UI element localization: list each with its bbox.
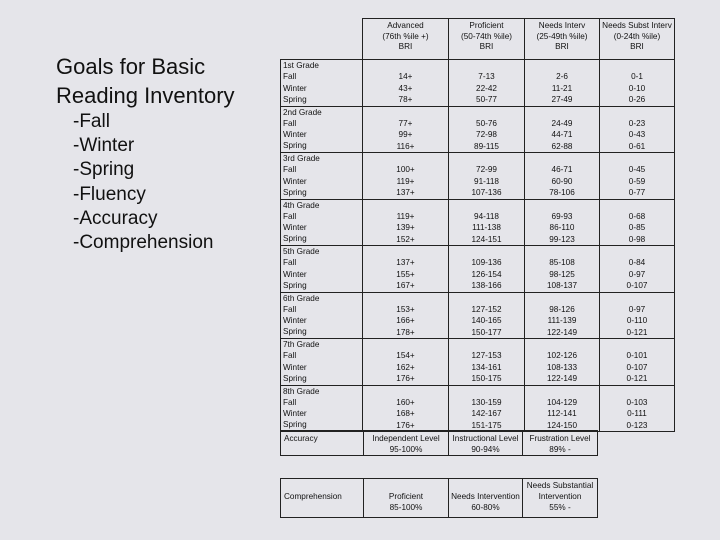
score-value: 0-68 — [628, 211, 646, 221]
score-value: 124-150 — [546, 420, 578, 430]
score-value: 24-49 — [551, 118, 573, 128]
cell-heading: Frustration Level — [529, 434, 591, 443]
score-value: 138-166 — [471, 281, 502, 290]
score-value: 78+ — [398, 95, 413, 104]
grade-row — [281, 199, 675, 246]
score-value: 98-126 — [549, 304, 575, 314]
score-cell — [525, 199, 600, 246]
cell-value: 95-100% — [389, 445, 423, 454]
score-value: 0-101 — [626, 351, 648, 360]
cell-heading: Needs Substantial — [526, 481, 594, 490]
score-value: 7-13 — [478, 72, 495, 81]
cell-value: 60-80% — [471, 503, 500, 512]
season-label: Winter — [283, 176, 307, 186]
score-cell — [525, 385, 600, 432]
score-cell — [449, 153, 525, 200]
comprehension-label: Comprehension — [281, 479, 364, 518]
score-cell — [600, 385, 675, 432]
season-label: Winter — [283, 362, 307, 372]
column-header — [363, 19, 449, 60]
score-value: 43+ — [398, 83, 413, 93]
comprehension-cell-needs-intervention — [449, 479, 523, 518]
score-value: 94-118 — [474, 211, 499, 221]
score-value: 22-42 — [476, 83, 497, 93]
score-value: 91-118 — [474, 176, 499, 186]
score-cell — [525, 106, 600, 153]
score-value: 168+ — [396, 409, 415, 418]
score-value: 0-107 — [626, 362, 648, 372]
column-header-line: Proficient — [469, 21, 504, 30]
score-value: 142-167 — [471, 409, 502, 418]
cell-heading: Needs Intervention — [451, 492, 520, 501]
score-value: 0-121 — [626, 327, 648, 337]
score-cell — [525, 246, 600, 293]
grade-name: 3rd Grade — [283, 154, 320, 163]
cell-value: 55% - — [549, 503, 571, 512]
grade-name: 2nd Grade — [283, 107, 322, 117]
accuracy-comprehension-table — [280, 430, 598, 518]
score-value: 155+ — [396, 269, 415, 279]
bullet-list — [73, 110, 213, 255]
column-header-line: (25-49th %ile) — [536, 31, 588, 41]
score-value: 127-152 — [471, 304, 502, 314]
score-cell — [363, 339, 449, 386]
bullet-item: -Fluency — [73, 183, 146, 205]
comprehension-cell-needs-substantial — [523, 479, 598, 518]
season-label: Spring — [283, 234, 307, 244]
score-value: 50-76 — [476, 118, 497, 128]
grade-name: 4th Grade — [283, 200, 320, 210]
score-cell — [525, 292, 600, 339]
score-value: 86-110 — [549, 223, 575, 232]
score-cell — [525, 60, 600, 107]
grade-row — [281, 246, 675, 293]
score-value: 116+ — [396, 141, 415, 151]
score-value: 0-110 — [626, 316, 648, 325]
grade-name: 5th Grade — [283, 247, 320, 256]
season-label: Spring — [283, 280, 307, 290]
column-header-line: (76th %ile +) — [382, 31, 429, 41]
grade-name: 8th Grade — [283, 386, 320, 396]
score-value: 119+ — [396, 211, 415, 221]
score-value: 27-49 — [551, 95, 573, 104]
grade-label — [281, 339, 363, 386]
score-cell — [600, 153, 675, 200]
season-label: Fall — [283, 72, 297, 82]
score-value: 99-123 — [549, 234, 575, 244]
score-value: 140-165 — [471, 316, 502, 325]
score-cell — [600, 292, 675, 339]
score-value: 0-97 — [628, 269, 646, 279]
season-label: Fall — [283, 258, 297, 268]
score-cell — [600, 339, 675, 386]
column-header — [525, 19, 600, 60]
score-value: 89-115 — [474, 141, 499, 151]
column-header — [449, 19, 525, 60]
season-label: Fall — [283, 118, 297, 128]
score-value: 124-151 — [471, 234, 502, 244]
score-value: 122-149 — [546, 374, 578, 383]
score-cell — [449, 60, 525, 107]
score-cell — [363, 246, 449, 293]
column-header-line: BRI — [630, 42, 644, 51]
grade-label — [281, 246, 363, 293]
column-header-line: (50-74th %ile) — [461, 31, 512, 41]
season-label: Fall — [283, 211, 297, 221]
season-label: Winter — [283, 223, 307, 233]
grade-name: 6th Grade — [283, 293, 320, 303]
score-value: 0-23 — [628, 118, 646, 128]
score-cell — [363, 199, 449, 246]
score-value: 0-84 — [628, 258, 646, 267]
grade-name: 1st Grade — [283, 61, 319, 70]
score-value: 62-88 — [551, 141, 573, 151]
season-label: Spring — [283, 94, 307, 104]
season-label: Fall — [283, 397, 297, 407]
header-row — [281, 19, 675, 60]
header-corner — [281, 19, 363, 60]
score-value: 108-133 — [546, 362, 578, 372]
score-value: 176+ — [396, 420, 415, 430]
grade-label — [281, 385, 363, 432]
accuracy-cell-independent — [364, 431, 449, 456]
bullet-item: -Fall — [73, 111, 110, 132]
grade-label — [281, 60, 363, 107]
score-value: 134-161 — [471, 362, 502, 372]
column-header-line: Needs Interv — [538, 21, 586, 30]
score-cell — [363, 60, 449, 107]
score-value: 167+ — [396, 281, 415, 290]
score-cell — [449, 106, 525, 153]
score-cell — [525, 153, 600, 200]
cell-value: 85-100% — [389, 503, 423, 512]
score-value: 0-111 — [627, 409, 647, 418]
grade-label — [281, 106, 363, 153]
column-header-line: (0-24th %ile) — [613, 31, 661, 41]
score-value: 104-129 — [546, 397, 578, 407]
column-header-line: BRI — [555, 42, 569, 51]
score-cell — [525, 339, 600, 386]
score-cell — [449, 199, 525, 246]
season-label: Spring — [283, 141, 307, 151]
score-value: 0-77 — [628, 188, 646, 197]
score-value: 119+ — [396, 176, 415, 186]
score-value: 14+ — [398, 72, 413, 81]
score-value: 0-61 — [628, 141, 646, 151]
score-value: 0-98 — [628, 234, 646, 244]
grade-label — [281, 292, 363, 339]
season-label: Winter — [283, 269, 307, 279]
season-label: Spring — [283, 327, 307, 337]
season-label: Fall — [283, 165, 297, 175]
score-cell — [600, 60, 675, 107]
score-cell — [600, 199, 675, 246]
score-cell — [449, 385, 525, 432]
grade-row — [281, 153, 675, 200]
grade-row — [281, 339, 675, 386]
column-header-line: BRI — [479, 42, 494, 51]
score-cell — [363, 153, 449, 200]
score-value: 11-21 — [551, 83, 573, 93]
score-value: 176+ — [396, 374, 415, 383]
score-value: 100+ — [396, 165, 415, 174]
score-value: 72-99 — [476, 165, 497, 174]
score-value: 150-177 — [471, 327, 502, 337]
season-label: Fall — [283, 304, 297, 314]
score-value: 137+ — [396, 258, 415, 267]
score-cell — [449, 246, 525, 293]
bullet-item: -Comprehension — [73, 232, 214, 254]
score-value: 0-103 — [626, 397, 648, 407]
grade-row — [281, 292, 675, 339]
grade-row — [281, 385, 675, 432]
bullet-item: -Accuracy — [73, 207, 158, 229]
score-value: 0-121 — [626, 374, 648, 383]
score-value: 130-159 — [471, 397, 502, 407]
bullet-item: -Winter — [73, 135, 135, 157]
score-value: 0-85 — [628, 223, 646, 232]
accuracy-label: Accuracy — [281, 431, 364, 456]
score-value: 126-154 — [471, 269, 502, 279]
score-value: 107-136 — [471, 188, 502, 197]
score-value: 111-139 — [547, 316, 577, 325]
score-value: 44-71 — [551, 130, 573, 139]
score-cell — [363, 292, 449, 339]
cell-value: 89% - — [549, 445, 571, 454]
score-cell — [600, 106, 675, 153]
cell-value: 90-94% — [471, 445, 500, 454]
season-label: Fall — [283, 351, 297, 361]
score-value: 127-153 — [471, 351, 502, 360]
score-value: 108-137 — [546, 281, 578, 290]
cell-heading: Proficient — [388, 492, 424, 501]
title-line-1: Goals for Basic — [56, 54, 206, 79]
accuracy-cell-instructional — [449, 431, 523, 456]
season-label: Winter — [283, 83, 307, 93]
score-value: 60-90 — [551, 176, 573, 186]
score-value: 151-175 — [471, 420, 502, 430]
comprehension-cell-proficient — [364, 479, 449, 518]
accuracy-cell-frustration — [523, 431, 598, 456]
comprehension-row — [281, 479, 598, 518]
score-value: 0-1 — [631, 72, 643, 81]
score-value: 0-26 — [628, 95, 646, 104]
season-label: Spring — [283, 187, 307, 197]
score-value: 122-149 — [546, 327, 578, 337]
score-value: 112-141 — [547, 409, 577, 418]
score-value: 0-43 — [628, 130, 646, 139]
score-value: 153+ — [396, 304, 415, 314]
score-value: 0-123 — [626, 420, 648, 430]
score-value: 0-45 — [628, 165, 646, 174]
score-value: 77+ — [398, 118, 413, 128]
score-value: 109-136 — [471, 258, 502, 267]
page-title — [56, 52, 235, 110]
season-label: Spring — [283, 373, 307, 383]
season-label: Winter — [283, 316, 307, 326]
bullet-item: -Spring — [73, 159, 135, 181]
score-value: 99+ — [398, 130, 413, 139]
grade-label — [281, 153, 363, 200]
cell-heading: Instructional Level — [452, 434, 519, 443]
accuracy-row — [281, 431, 598, 456]
score-value: 50-77 — [476, 95, 497, 104]
column-header-line: BRI — [398, 42, 413, 51]
score-value: 166+ — [396, 316, 415, 325]
score-cell — [449, 292, 525, 339]
score-value: 162+ — [396, 362, 415, 372]
grade-label — [281, 199, 363, 246]
score-value: 154+ — [396, 351, 415, 360]
score-value: 178+ — [396, 327, 415, 337]
column-header-line: Needs Subst Interv — [602, 21, 672, 30]
score-value: 150-175 — [471, 374, 502, 383]
score-value: 72-98 — [476, 130, 497, 139]
score-value: 0-97 — [628, 304, 646, 314]
score-cell — [449, 339, 525, 386]
score-cell — [363, 106, 449, 153]
grade-name: 7th Grade — [283, 340, 320, 349]
cell-heading: Intervention — [538, 492, 582, 501]
score-value: 85-108 — [549, 258, 575, 267]
score-cell — [600, 246, 675, 293]
grade-row — [281, 60, 675, 107]
title-line-2: Reading Inventory — [56, 83, 235, 108]
score-value: 78-106 — [549, 188, 575, 197]
score-value: 102-126 — [546, 351, 578, 360]
score-value: 137+ — [396, 188, 415, 197]
grade-row — [281, 106, 675, 153]
column-header-line: Advanced — [387, 21, 424, 30]
cell-heading: Independent Level — [372, 434, 440, 443]
score-value: 0-10 — [628, 83, 646, 93]
score-value: 160+ — [396, 397, 415, 407]
score-value: 139+ — [396, 223, 415, 232]
goals-table — [280, 18, 675, 432]
score-value: 46-71 — [551, 165, 573, 174]
season-label: Winter — [283, 130, 307, 140]
score-value: 111-138 — [472, 223, 501, 232]
season-label: Winter — [283, 409, 307, 419]
score-value: 98-125 — [549, 269, 575, 279]
season-label: Spring — [283, 420, 307, 430]
score-value: 0-107 — [626, 281, 648, 290]
score-value: 2-6 — [556, 72, 568, 81]
score-value: 152+ — [396, 234, 415, 244]
score-cell — [363, 385, 449, 432]
score-value: 69-93 — [551, 211, 573, 221]
column-header — [600, 19, 675, 60]
score-value: 0-59 — [628, 176, 646, 186]
